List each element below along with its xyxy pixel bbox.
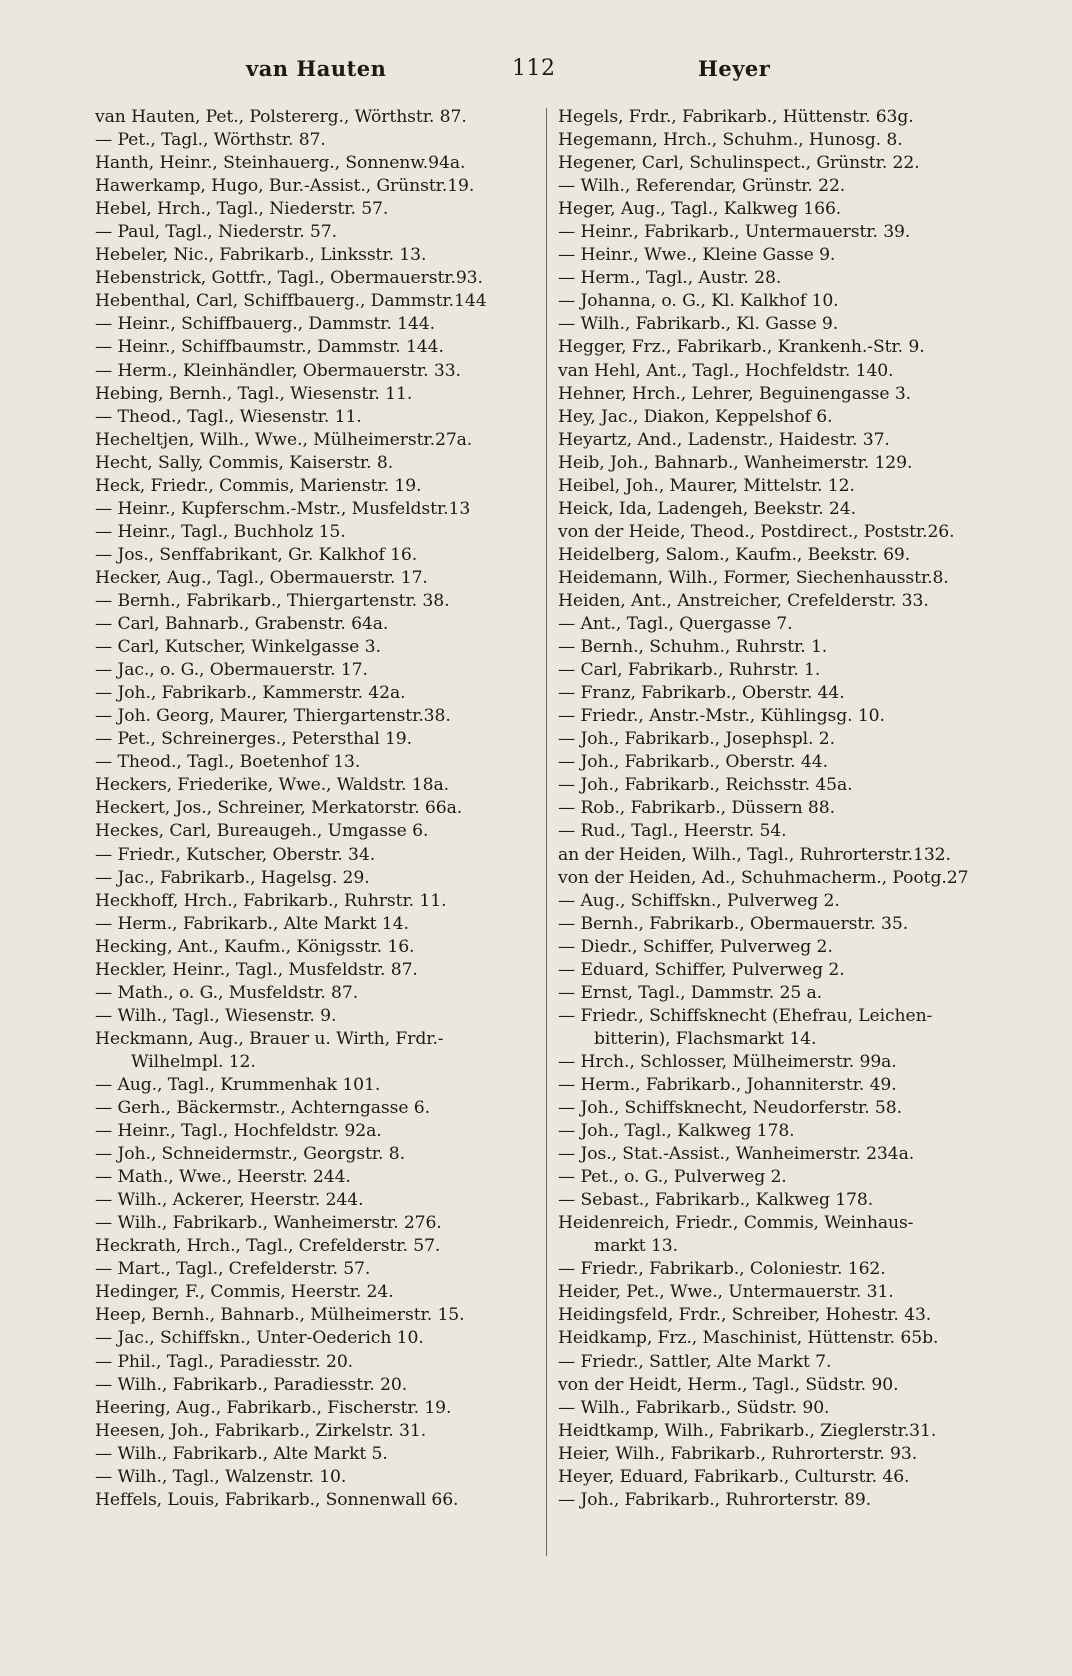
directory-entry: — Theod., Tagl., Wiesenstr. 11. [95, 406, 362, 427]
directory-entry: — Joh., Tagl., Kalkweg 178. [558, 1121, 795, 1142]
directory-entry: — Diedr., Schiffer, Pulverweg 2. [558, 936, 833, 957]
directory-entry: — Jos., Senffabrikant, Gr. Kalkhof 16. [95, 544, 418, 565]
directory-entry: — Jac., Schiffskn., Unter-Oederich 10. [95, 1328, 424, 1349]
directory-entry: Heger, Aug., Tagl., Kalkweg 166. [558, 199, 842, 220]
directory-entry: — Franz, Fabrikarb., Oberstr. 44. [558, 683, 845, 704]
directory-entry: Hey, Jac., Diakon, Keppelshof 6. [558, 406, 833, 427]
directory-entry: — Wilh., Tagl., Walzenstr. 10. [95, 1466, 347, 1487]
directory-entry: — Friedr., Schiffsknecht (Ehefrau, Leichen- [558, 1005, 933, 1026]
directory-entry: — Herm., Kleinhändler, Obermauerstr. 33. [95, 360, 461, 381]
directory-entry: Heyartz, And., Ladenstr., Haidestr. 37. [558, 429, 890, 450]
directory-entry: an der Heiden, Wilh., Tagl., Ruhrorterstr.132. [558, 844, 951, 865]
directory-entry: — Johanna, o. G., Kl. Kalkhof 10. [558, 291, 839, 312]
directory-entry: Heidelberg, Salom., Kaufm., Beekstr. 69. [558, 544, 911, 565]
directory-entry: Hebing, Bernh., Tagl., Wiesenstr. 11. [95, 383, 413, 404]
directory-entry: — Hrch., Schlosser, Mülheimerstr. 99a. [558, 1051, 897, 1072]
directory-entry: — Friedr., Sattler, Alte Markt 7. [558, 1351, 832, 1372]
directory-entry: — Bernh., Fabrikarb., Obermauerstr. 35. [558, 913, 909, 934]
directory-entry: Wilhelmpl. 12. [131, 1051, 256, 1072]
directory-entry: — Eduard, Schiffer, Pulverweg 2. [558, 959, 845, 980]
directory-entry: van Hauten, Pet., Polstererg., Wörthstr. 87. [95, 107, 467, 127]
directory-entry: — Heinr., Schiffbauerg., Dammstr. 144. [95, 314, 435, 335]
directory-entry: — Wilh., Tagl., Wiesenstr. 9. [95, 1005, 337, 1026]
directory-entry: Hanth, Heinr., Steinhauerg., Sonnenw.94a. [95, 153, 466, 174]
directory-entry: — Friedr., Fabrikarb., Coloniestr. 162. [558, 1259, 886, 1280]
directory-entry: — Heinr., Fabrikarb., Untermauerstr. 39. [558, 222, 911, 243]
directory-entry: — Carl, Fabrikarb., Ruhrstr. 1. [558, 660, 821, 681]
directory-entry: — Heinr., Tagl., Buchholz 15. [95, 521, 346, 542]
directory-entry: markt 13. [594, 1236, 678, 1257]
directory-entry: Heiden, Ant., Anstreicher, Crefelderstr. 33. [558, 590, 929, 611]
directory-entry: Heidtkamp, Wilh., Fabrikarb., Zieglerstr.31. [558, 1420, 937, 1441]
directory-entry: — Herm., Tagl., Austr. 28. [558, 268, 782, 289]
column-divider [546, 108, 547, 1556]
directory-entry: — Mart., Tagl., Crefelderstr. 57. [95, 1259, 371, 1280]
directory-entry: — Wilh., Fabrikarb., Kl. Gasse 9. [558, 314, 839, 335]
directory-entry: Heckes, Carl, Bureaugeh., Umgasse 6. [95, 821, 429, 842]
directory-entry: — Pet., Schreinerges., Petersthal 19. [95, 729, 413, 750]
directory-entry: — Jac., o. G., Obermauerstr. 17. [95, 660, 368, 681]
directory-entry: — Gerh., Bäckermstr., Achterngasse 6. [95, 1098, 430, 1119]
directory-entry: Hecheltjen, Wilh., Wwe., Mülheimerstr.27a. [95, 429, 473, 450]
directory-entry: — Friedr., Anstr.-Mstr., Kühlingsg. 10. [558, 706, 885, 727]
directory-entry: Heckhoff, Hrch., Fabrikarb., Ruhrstr. 11. [95, 890, 447, 911]
directory-entry: — Joh., Fabrikarb., Josephspl. 2. [558, 729, 835, 750]
page-header [100, 56, 992, 96]
directory-entry: — Phil., Tagl., Paradiesstr. 20. [95, 1351, 354, 1372]
directory-entry: — Wilh., Fabrikarb., Alte Markt 5. [95, 1443, 388, 1464]
directory-entry: — Pet., o. G., Pulverweg 2. [558, 1167, 787, 1188]
directory-entry: Heidingsfeld, Frdr., Schreiber, Hohestr. 43. [558, 1305, 932, 1326]
directory-entry: Heidkamp, Frz., Maschinist, Hüttenstr. 65b. [558, 1328, 939, 1349]
directory-entry: — Heinr., Schiffbaumstr., Dammstr. 144. [95, 337, 444, 358]
directory-entry: — Rud., Tagl., Heerstr. 54. [558, 821, 787, 842]
directory-entry: Hehner, Hrch., Lehrer, Beguinengasse 3. [558, 383, 912, 404]
directory-entry: — Jos., Stat.-Assist., Wanheimerstr. 234a. [558, 1144, 915, 1165]
directory-entry: — Wilh., Fabrikarb., Paradiesstr. 20. [95, 1374, 408, 1395]
directory-entry: — Friedr., Kutscher, Oberstr. 34. [95, 844, 376, 865]
directory-entry: Hecker, Aug., Tagl., Obermauerstr. 17. [95, 567, 428, 588]
page-number: 112 [512, 56, 556, 81]
running-head-right: Heyer [698, 56, 771, 81]
directory-entry: Hebel, Hrch., Tagl., Niederstr. 57. [95, 199, 389, 220]
directory-entry: van Hehl, Ant., Tagl., Hochfeldstr. 140. [558, 360, 894, 381]
directory-entry: — Wilh., Fabrikarb., Wanheimerstr. 276. [95, 1213, 442, 1234]
directory-entry: — Joh., Fabrikarb., Reichsstr. 45a. [558, 775, 853, 796]
running-head-left: van Hauten [246, 56, 387, 81]
directory-entry: Heckmann, Aug., Brauer u. Wirth, Frdr.- [95, 1028, 444, 1049]
directory-entry: Hegemann, Hrch., Schuhm., Hunosg. 8. [558, 130, 903, 151]
directory-entry: Heider, Pet., Wwe., Untermauerstr. 31. [558, 1282, 894, 1303]
directory-entry: Heckrath, Hrch., Tagl., Crefelderstr. 57. [95, 1236, 441, 1257]
directory-entry: — Heinr., Wwe., Kleine Gasse 9. [558, 245, 836, 266]
directory-entry: — Ernst, Tagl., Dammstr. 25 a. [558, 982, 823, 1003]
directory-entry: — Wilh., Fabrikarb., Südstr. 90. [558, 1397, 830, 1418]
directory-entry: Heesen, Joh., Fabrikarb., Zirkelstr. 31. [95, 1420, 427, 1441]
directory-entry: Heibel, Joh., Maurer, Mittelstr. 12. [558, 475, 855, 496]
directory-entry: Heckert, Jos., Schreiner, Merkatorstr. 66a. [95, 798, 463, 819]
directory-entry: Heib, Joh., Bahnarb., Wanheimerstr. 129. [558, 452, 913, 473]
directory-entry: — Math., o. G., Musfeldstr. 87. [95, 982, 359, 1003]
directory-entry: Heick, Ida, Ladengeh, Beekstr. 24. [558, 498, 856, 519]
right-column [558, 106, 998, 1512]
directory-entry: — Jac., Fabrikarb., Hagelsg. 29. [95, 867, 370, 888]
directory-entry: Hawerkamp, Hugo, Bur.-Assist., Grünstr.19. [95, 176, 475, 197]
directory-entry: Hebenthal, Carl, Schiffbauerg., Dammstr.144 [95, 291, 487, 312]
directory-entry: Heckers, Friederike, Wwe., Waldstr. 18a. [95, 775, 449, 796]
directory-entry: Hegener, Carl, Schulinspect., Grünstr. 22. [558, 153, 920, 174]
directory-entry: — Aug., Tagl., Krummenhak 101. [95, 1074, 381, 1095]
directory-entry: Hedinger, F., Commis, Heerstr. 24. [95, 1282, 394, 1303]
directory-entry: Hebeler, Nic., Fabrikarb., Linksstr. 13. [95, 245, 427, 266]
directory-entry: Heep, Bernh., Bahnarb., Mülheimerstr. 15. [95, 1305, 465, 1326]
directory-entry: — Joh., Schiffsknecht, Neudorferstr. 58. [558, 1098, 902, 1119]
directory-entry: von der Heiden, Ad., Schuhmacherm., Pootg.27 [558, 867, 969, 888]
directory-entry: — Joh., Schneidermstr., Georgstr. 8. [95, 1144, 405, 1165]
directory-entry: Heering, Aug., Fabrikarb., Fischerstr. 19. [95, 1397, 452, 1418]
directory-entry: Heck, Friedr., Commis, Marienstr. 19. [95, 475, 422, 496]
directory-entry: — Math., Wwe., Heerstr. 244. [95, 1167, 351, 1188]
directory-entry: — Wilh., Ackerer, Heerstr. 244. [95, 1190, 364, 1211]
directory-entry: — Paul, Tagl., Niederstr. 57. [95, 222, 337, 243]
directory-entry: Heidemann, Wilh., Former, Siechenhausstr.8. [558, 567, 949, 588]
directory-entry: Heckler, Heinr., Tagl., Musfeldstr. 87. [95, 959, 418, 980]
left-column [95, 106, 535, 1512]
directory-entry: — Aug., Schiffskn., Pulverweg 2. [558, 890, 840, 911]
directory-entry: — Theod., Tagl., Boetenhof 13. [95, 752, 361, 773]
directory-entry: Hecht, Sally, Commis, Kaiserstr. 8. [95, 452, 394, 473]
directory-entry: — Bernh., Schuhm., Ruhrstr. 1. [558, 637, 828, 658]
directory-entry: — Bernh., Fabrikarb., Thiergartenstr. 38. [95, 590, 450, 611]
directory-entry: — Sebast., Fabrikarb., Kalkweg 178. [558, 1190, 874, 1211]
directory-entry: — Joh., Fabrikarb., Kammerstr. 42a. [95, 683, 406, 704]
directory-entry: bitterin), Flachsmarkt 14. [594, 1028, 817, 1049]
directory-entry: — Joh., Fabrikarb., Oberstr. 44. [558, 752, 828, 773]
directory-entry: — Joh. Georg, Maurer, Thiergartenstr.38. [95, 706, 451, 727]
directory-entry: — Heinr., Tagl., Hochfeldstr. 92a. [95, 1121, 382, 1142]
directory-entry: — Heinr., Kupferschm.-Mstr., Musfeldstr.13 [95, 498, 471, 519]
directory-entry: Hegger, Frz., Fabrikarb., Krankenh.-Str. 9. [558, 337, 925, 358]
directory-entry: — Pet., Tagl., Wörthstr. 87. [95, 130, 326, 151]
directory-entry: Heffels, Louis, Fabrikarb., Sonnenwall 66. [95, 1489, 459, 1510]
directory-entry: — Ant., Tagl., Quergasse 7. [558, 614, 793, 635]
directory-entry: Heier, Wilh., Fabrikarb., Ruhrorterstr. 93. [558, 1443, 918, 1464]
directory-entry: Hegels, Frdr., Fabrikarb., Hüttenstr. 63g. [558, 107, 914, 127]
directory-entry: Hebenstrick, Gottfr., Tagl., Obermauerstr.93. [95, 268, 483, 289]
directory-entry: — Herm., Fabrikarb., Johanniterstr. 49. [558, 1074, 897, 1095]
directory-entry: von der Heidt, Herm., Tagl., Südstr. 90. [558, 1374, 899, 1395]
directory-entry: Heyer, Eduard, Fabrikarb., Culturstr. 46. [558, 1466, 910, 1487]
directory-entry: — Carl, Kutscher, Winkelgasse 3. [95, 637, 381, 658]
directory-entry: — Herm., Fabrikarb., Alte Markt 14. [95, 913, 409, 934]
directory-entry: Heidenreich, Friedr., Commis, Weinhaus- [558, 1213, 914, 1234]
directory-entry: — Rob., Fabrikarb., Düssern 88. [558, 798, 835, 819]
directory-entry: — Joh., Fabrikarb., Ruhrorterstr. 89. [558, 1489, 872, 1510]
directory-entry: Hecking, Ant., Kaufm., Königsstr. 16. [95, 936, 415, 957]
directory-entry: — Carl, Bahnarb., Grabenstr. 64a. [95, 614, 389, 635]
directory-entry: von der Heide, Theod., Postdirect., Poststr.26. [558, 521, 955, 542]
directory-entry: — Wilh., Referendar, Grünstr. 22. [558, 176, 846, 197]
